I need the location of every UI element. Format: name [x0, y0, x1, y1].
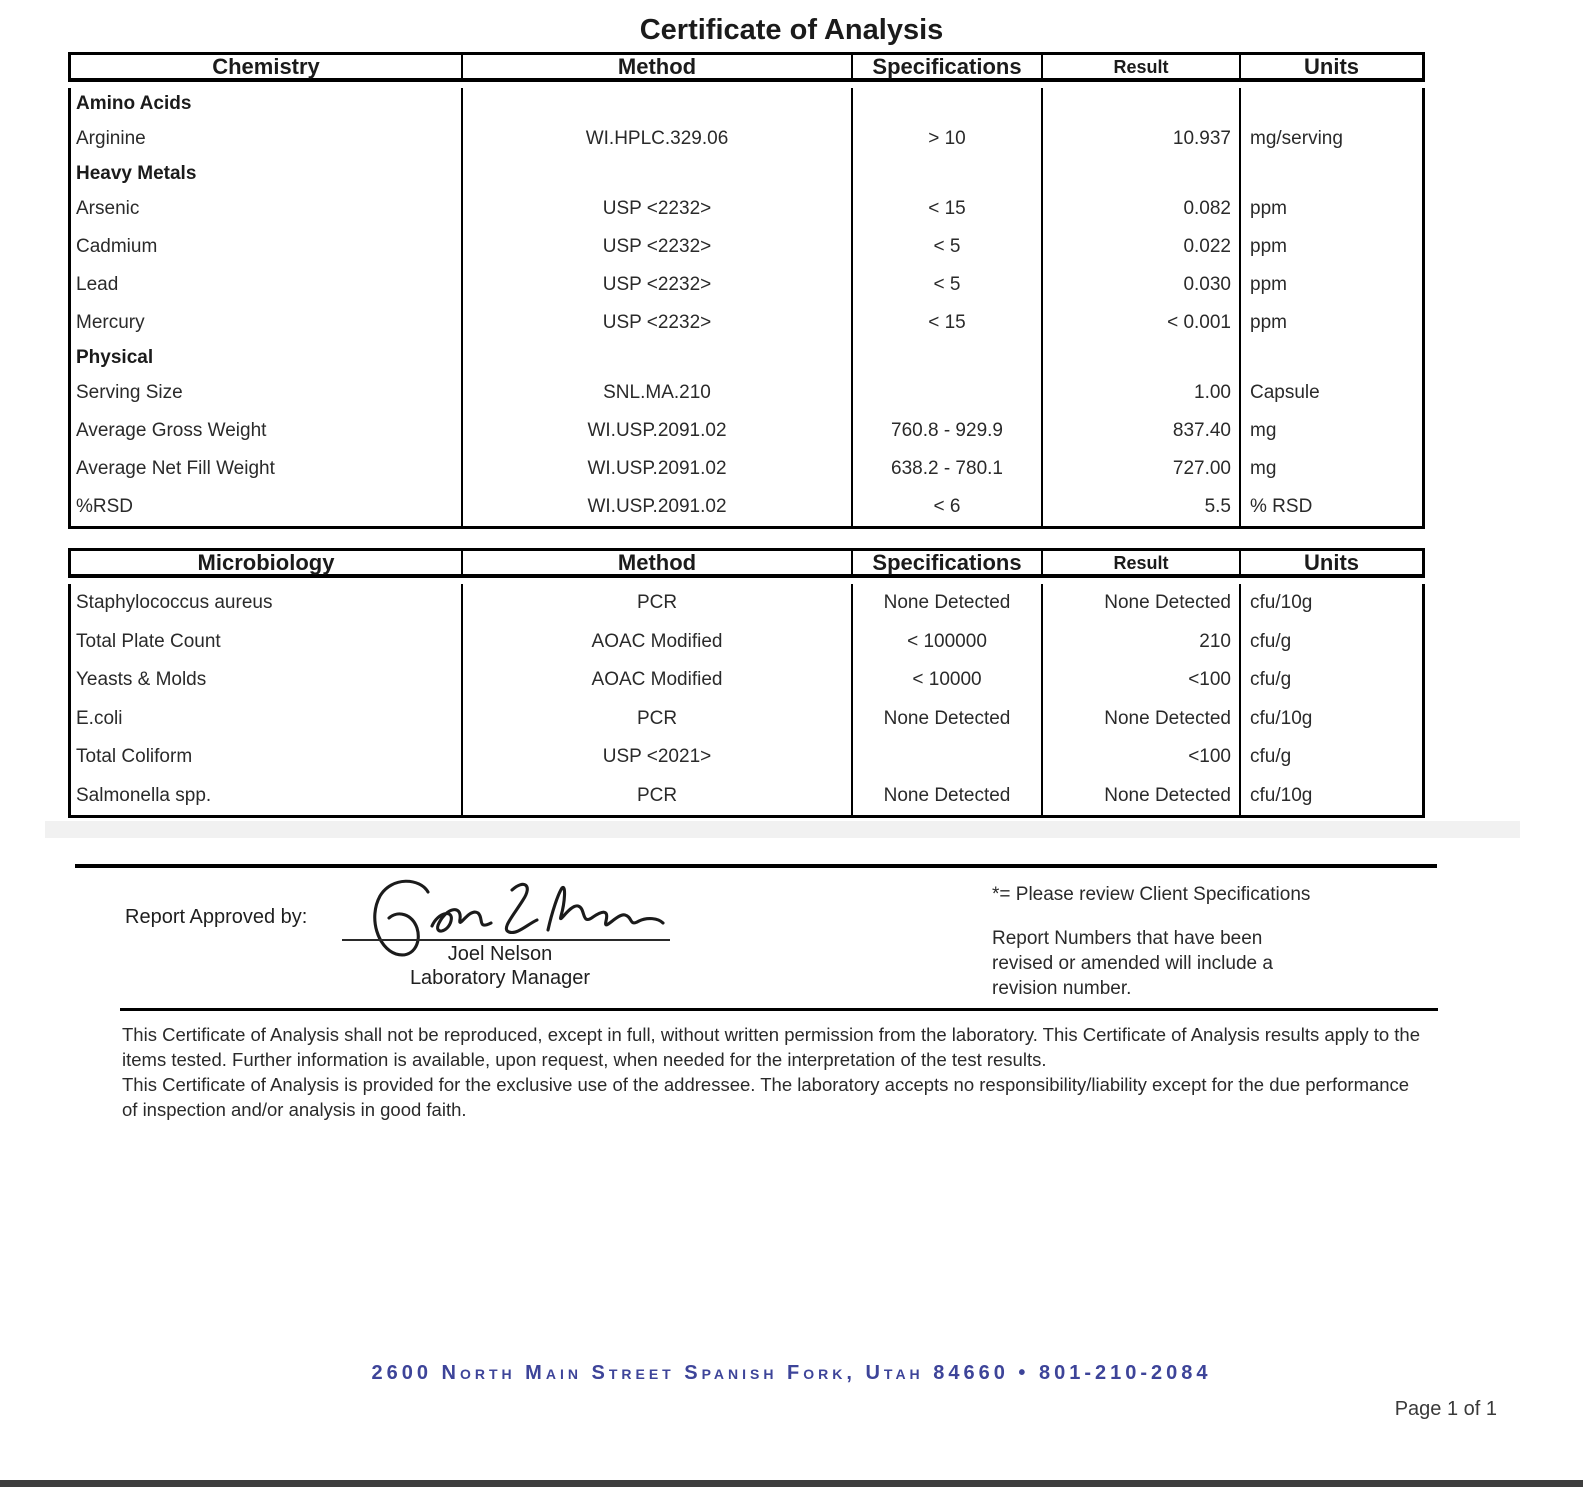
microbiology-table	[68, 548, 1425, 818]
microbiology-table-body	[68, 584, 1425, 818]
units-value: mg/serving	[1250, 128, 1343, 149]
specification-value	[853, 374, 1043, 412]
units-value: Capsule	[1250, 382, 1320, 403]
specification-value: < 15	[853, 190, 1043, 228]
method-value: WI.USP.2091.02	[463, 450, 853, 488]
specification-value	[853, 158, 1043, 190]
method-value: PCR	[463, 700, 853, 739]
group-label: Physical	[71, 342, 463, 374]
divider-rule-bottom	[120, 1008, 1438, 1011]
table-row	[71, 190, 1422, 228]
result-value: <100	[1043, 661, 1241, 700]
column-header-method: Method	[463, 55, 853, 78]
units-value: cfu/g	[1250, 746, 1292, 768]
result-value: 5.5	[1043, 488, 1241, 526]
method-value: USP <2232>	[463, 304, 853, 342]
result-value: < 0.001	[1043, 304, 1241, 342]
units-value: cfu/10g	[1250, 784, 1313, 806]
method-value: PCR	[463, 777, 853, 816]
table-row	[71, 661, 1422, 700]
report-approved-by-label: Report Approved by:	[125, 906, 308, 928]
result-value: <100	[1043, 738, 1241, 777]
analyte-name: Total Coliform	[71, 738, 463, 777]
table-row	[71, 374, 1422, 412]
column-header-microbiology: Microbiology	[71, 551, 463, 574]
analyte-name: Salmonella spp.	[71, 777, 463, 816]
table-row	[71, 777, 1422, 816]
method-value	[463, 88, 853, 120]
column-header-chemistry: Chemistry	[71, 55, 463, 78]
method-value: USP <2021>	[463, 738, 853, 777]
result-value: 1.00	[1043, 374, 1241, 412]
specification-value: < 10000	[853, 661, 1043, 700]
disclaimer-paragraph-1: This Certificate of Analysis shall not be reproduced, except in full, without written permission from the laboratory. This Certificate of Analysis results apply to the items tested. Further information is available, upon request, when needed for the interpretation of the test results.	[122, 1024, 1420, 1070]
signature-line	[342, 939, 670, 941]
chemistry-table	[68, 52, 1425, 529]
disclaimer-text	[122, 1022, 1422, 1122]
approver-name: Joel Nelson	[447, 943, 553, 965]
method-value	[463, 342, 853, 374]
result-value: 837.40	[1043, 412, 1241, 450]
column-header-result: Result	[1043, 55, 1241, 78]
chemistry-table-body	[68, 88, 1425, 529]
units-value	[1241, 342, 1422, 374]
method-value: PCR	[463, 584, 853, 623]
specification-value: 760.8 - 929.9	[853, 412, 1043, 450]
analyte-name: Cadmium	[71, 228, 463, 266]
microbiology-table-header	[68, 548, 1425, 578]
table-row	[71, 412, 1422, 450]
result-value: None Detected	[1043, 700, 1241, 739]
method-value: USP <2232>	[463, 266, 853, 304]
method-value: AOAC Modified	[463, 623, 853, 662]
table-row	[71, 700, 1422, 739]
units-value: cfu/g	[1250, 630, 1292, 652]
method-value: USP <2232>	[463, 190, 853, 228]
revision-note: Report Numbers that have been revised or amended will include a revision number.	[992, 928, 1273, 999]
column-header-units: Units	[1304, 549, 1359, 575]
column-header-specifications: Specifications	[853, 551, 1043, 574]
table-row	[71, 584, 1422, 623]
units-value: ppm	[1250, 312, 1287, 333]
column-header-units: Units	[1304, 53, 1359, 79]
units-value: mg	[1250, 420, 1277, 441]
analyte-name: Average Net Fill Weight	[71, 450, 463, 488]
disclaimer-paragraph-2: This Certificate of Analysis is provided for the exclusive use of the addressee. The laboratory accepts no responsibility/liability except for the due performance of inspection and/or analysis in good faith.	[122, 1074, 1410, 1120]
bottom-edge-bar	[0, 1480, 1583, 1487]
divider-rule-top	[75, 864, 1437, 868]
analyte-name: Average Gross Weight	[71, 412, 463, 450]
group-row	[71, 88, 1422, 120]
specification-value: < 5	[853, 266, 1043, 304]
units-value: % RSD	[1250, 496, 1313, 517]
table-row	[71, 304, 1422, 342]
specification-value: None Detected	[853, 700, 1043, 739]
result-value: 0.030	[1043, 266, 1241, 304]
approver-title: Laboratory Manager	[409, 967, 591, 989]
group-row	[71, 158, 1422, 190]
table-row	[71, 228, 1422, 266]
analyte-name: E.coli	[71, 700, 463, 739]
method-value: WI.USP.2091.02	[463, 488, 853, 526]
units-value: cfu/10g	[1250, 592, 1313, 614]
result-value: 0.082	[1043, 190, 1241, 228]
table-row	[71, 738, 1422, 777]
column-header-method: Method	[463, 551, 853, 574]
result-value: 210	[1043, 623, 1241, 662]
result-value: None Detected	[1043, 584, 1241, 623]
specification-value: 638.2 - 780.1	[853, 450, 1043, 488]
result-value: 727.00	[1043, 450, 1241, 488]
analyte-name: Staphylococcus aureus	[71, 584, 463, 623]
group-label: Amino Acids	[71, 88, 463, 120]
lab-address: 2600 North Main Street Spanish Fork, Utah 84660 • 801-210-2084	[371, 1362, 1212, 1384]
column-header-result: Result	[1043, 551, 1241, 574]
units-value	[1241, 158, 1422, 190]
analyte-name: Arsenic	[71, 190, 463, 228]
scan-shade-band	[45, 821, 1520, 838]
specification-value	[853, 342, 1043, 374]
method-value	[463, 158, 853, 190]
client-specifications-note: *= Please review Client Specifications	[992, 884, 1311, 905]
units-value: ppm	[1250, 274, 1287, 295]
units-value: cfu/g	[1250, 669, 1292, 691]
page-number: Page 1 of 1	[1394, 1398, 1497, 1420]
specification-value: None Detected	[853, 777, 1043, 816]
specification-value: None Detected	[853, 584, 1043, 623]
analyte-name: %RSD	[71, 488, 463, 526]
table-row	[71, 623, 1422, 662]
table-row	[71, 120, 1422, 158]
specification-value	[853, 88, 1043, 120]
method-value: SNL.MA.210	[463, 374, 853, 412]
column-header-specifications: Specifications	[853, 55, 1043, 78]
chemistry-table-header	[68, 52, 1425, 82]
table-row	[71, 266, 1422, 304]
analyte-name: Arginine	[71, 120, 463, 158]
analyte-name: Lead	[71, 266, 463, 304]
units-value: cfu/10g	[1250, 707, 1313, 729]
analyte-name: Mercury	[71, 304, 463, 342]
analyte-name: Serving Size	[71, 374, 463, 412]
specification-value: < 5	[853, 228, 1043, 266]
page-title: Certificate of Analysis	[639, 14, 944, 46]
result-value: None Detected	[1043, 777, 1241, 816]
method-value: WI.USP.2091.02	[463, 412, 853, 450]
table-row	[71, 450, 1422, 488]
result-value	[1043, 158, 1241, 190]
result-value: 10.937	[1043, 120, 1241, 158]
result-value: 0.022	[1043, 228, 1241, 266]
specification-value	[853, 738, 1043, 777]
units-value: mg	[1250, 458, 1277, 479]
units-value: ppm	[1250, 198, 1287, 219]
method-value: USP <2232>	[463, 228, 853, 266]
table-row	[71, 488, 1422, 526]
method-value: AOAC Modified	[463, 661, 853, 700]
units-value	[1241, 88, 1422, 120]
specification-value: < 100000	[853, 623, 1043, 662]
group-label: Heavy Metals	[71, 158, 463, 190]
units-value: ppm	[1250, 236, 1287, 257]
analyte-name: Yeasts & Molds	[71, 661, 463, 700]
group-row	[71, 342, 1422, 374]
specification-value: < 6	[853, 488, 1043, 526]
result-value	[1043, 88, 1241, 120]
specification-value: < 15	[853, 304, 1043, 342]
method-value: WI.HPLC.329.06	[463, 120, 853, 158]
specification-value: > 10	[853, 120, 1043, 158]
analyte-name: Total Plate Count	[71, 623, 463, 662]
result-value	[1043, 342, 1241, 374]
